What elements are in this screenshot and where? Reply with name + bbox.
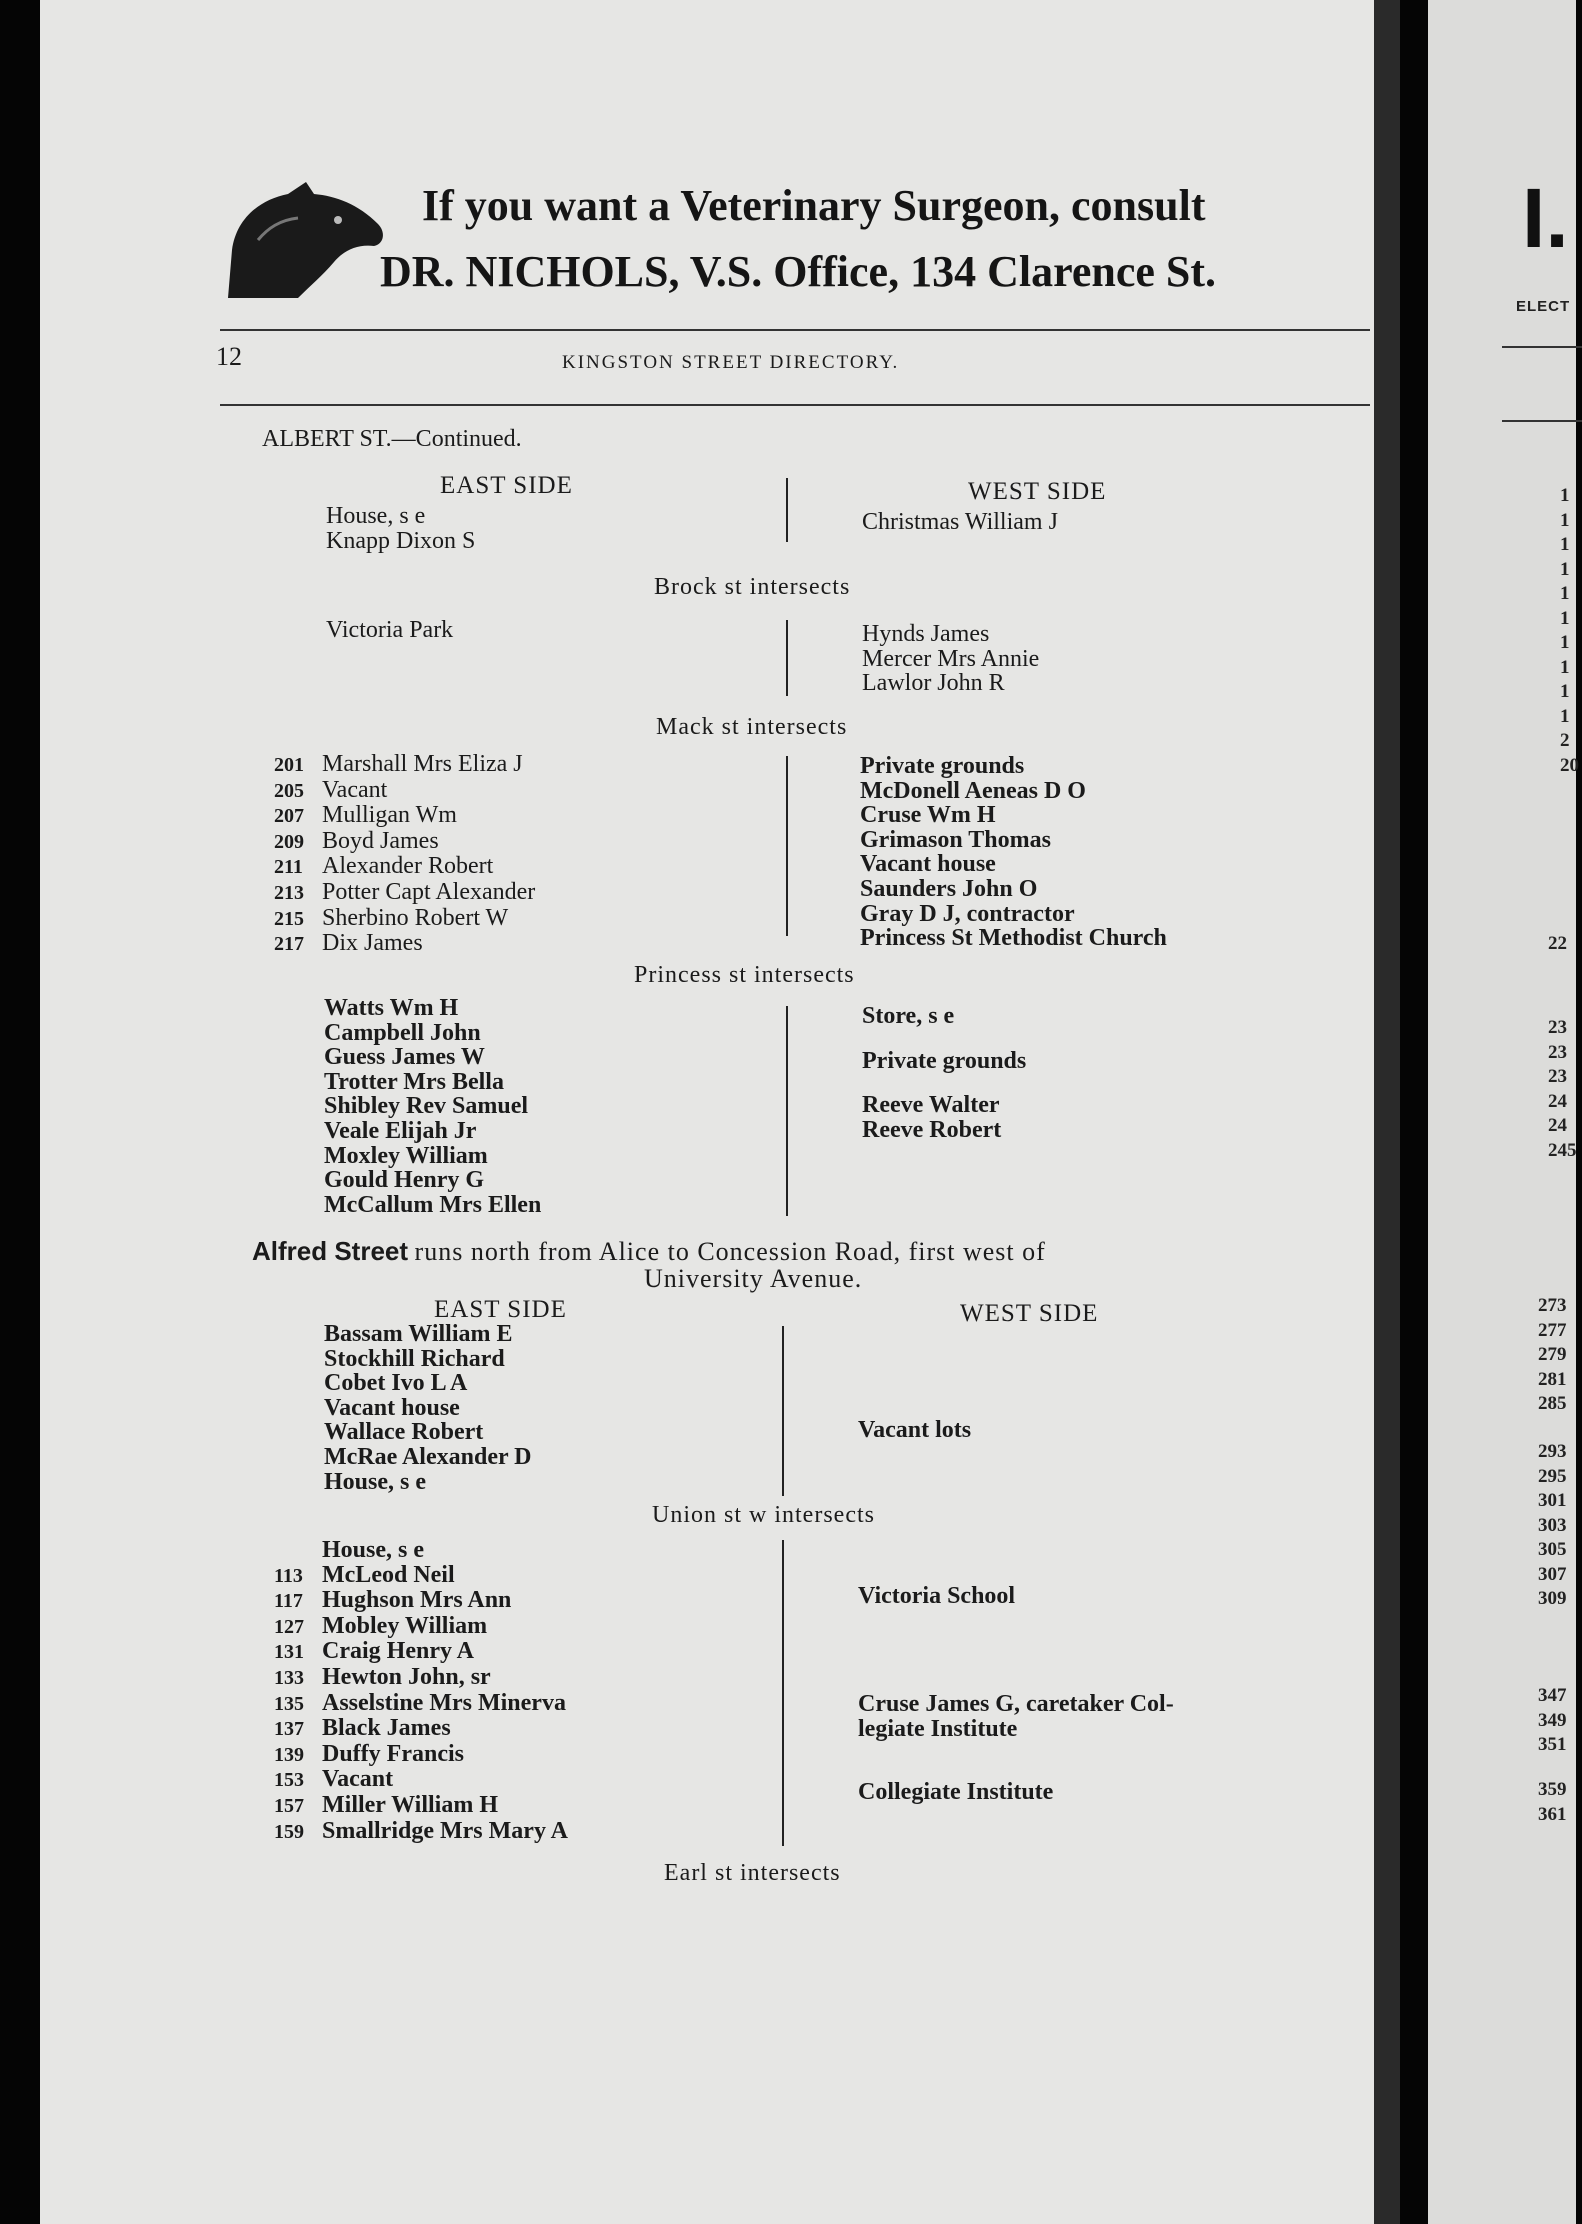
alfred-west-side-label: WEST SIDE bbox=[960, 1300, 1099, 1327]
list-item: Princess St Methodist Church bbox=[860, 925, 1167, 952]
list-item: House, s e bbox=[322, 1537, 424, 1563]
alfred-east-side-label: EAST SIDE bbox=[434, 1296, 567, 1323]
list-item: Vacant house bbox=[860, 851, 996, 878]
list-item: 157 Miller William H bbox=[274, 1791, 498, 1818]
list-item: 209 Boyd James bbox=[274, 827, 439, 854]
alfred-block2-east bbox=[274, 1538, 568, 1844]
number: 23 bbox=[1548, 1066, 1567, 1087]
number: 305 bbox=[1538, 1539, 1567, 1560]
list-item: 113 McLeod Neil bbox=[274, 1561, 455, 1588]
list-item: Lawlor John R bbox=[862, 670, 1005, 697]
albert-block4-west bbox=[862, 1004, 1026, 1142]
albert-title: ALBERT ST.—Continued. bbox=[262, 426, 522, 452]
brock-intersects: Brock st intersects bbox=[654, 574, 851, 600]
number: 245 bbox=[1548, 1139, 1577, 1161]
running-title: KINGSTON STREET DIRECTORY. bbox=[562, 352, 900, 373]
earl-intersects: Earl st intersects bbox=[664, 1860, 841, 1886]
alfred-description-1: runs north from Alice to Concession Road, first west of bbox=[414, 1237, 1046, 1266]
list-item: McCallum Mrs Ellen bbox=[324, 1191, 542, 1218]
number: 23 bbox=[1548, 1017, 1567, 1038]
albert-block1-west bbox=[862, 510, 1058, 535]
next-page-numbers-low2 bbox=[1538, 1440, 1567, 1612]
number: 1 bbox=[1560, 534, 1570, 555]
list-item: Private grounds bbox=[862, 1047, 1027, 1074]
next-page-rule-2 bbox=[1502, 420, 1582, 422]
number: 1 bbox=[1560, 509, 1570, 531]
mack-intersects: Mack st intersects bbox=[656, 714, 848, 740]
list-item: Victoria School bbox=[858, 1583, 1016, 1609]
ad-line-1: If you want a Veterinary Surgeon, consult bbox=[422, 181, 1206, 230]
list-item: Private grounds bbox=[860, 753, 1025, 779]
next-page-caps: ELECT bbox=[1516, 298, 1571, 315]
alfred-block2-west-cruse bbox=[858, 1692, 1174, 1741]
list-item: 211 Alexander Robert bbox=[274, 853, 494, 880]
list-item: Gould Henry G bbox=[324, 1167, 485, 1194]
list-item: Saunders John O bbox=[860, 875, 1038, 902]
list-item: Wallace Robert bbox=[324, 1419, 484, 1446]
number: 295 bbox=[1538, 1465, 1567, 1487]
next-page-big-letter: I. bbox=[1522, 171, 1569, 265]
list-item: Reeve Robert bbox=[862, 1116, 1002, 1143]
list-item: 131 Craig Henry A bbox=[274, 1638, 474, 1665]
number: 309 bbox=[1538, 1588, 1567, 1609]
albert-east-side-label: EAST SIDE bbox=[440, 472, 573, 499]
next-page-numbers-mid bbox=[1548, 1016, 1577, 1163]
number: 24 bbox=[1548, 1115, 1567, 1136]
list-item: 205 Vacant bbox=[274, 776, 388, 803]
alfred-street-name: Alfred Street bbox=[252, 1236, 409, 1266]
next-page-numbers-bottom bbox=[1538, 1684, 1567, 1758]
column-divider bbox=[786, 756, 788, 936]
number: 22 bbox=[1548, 933, 1567, 954]
number: 279 bbox=[1538, 1344, 1567, 1365]
number: 1 bbox=[1560, 607, 1570, 629]
list-item: 159 Smallridge Mrs Mary A bbox=[274, 1817, 568, 1844]
list-item: Veale Elijah Jr bbox=[324, 1117, 477, 1144]
number: 359 bbox=[1538, 1779, 1567, 1800]
list-item: Mercer Mrs Annie bbox=[862, 645, 1040, 672]
list-item: Collegiate Institute bbox=[858, 1779, 1054, 1805]
number: 1 bbox=[1560, 485, 1570, 506]
list-item: Victoria Park bbox=[326, 617, 454, 643]
ad-line-2: DR. NICHOLS, V.S. Office, 134 Clarence St. bbox=[380, 247, 1216, 296]
column-divider bbox=[782, 1326, 784, 1496]
number: 349 bbox=[1538, 1709, 1567, 1731]
number: 361 bbox=[1538, 1803, 1567, 1825]
number: 347 bbox=[1538, 1685, 1567, 1706]
list-item: 153 Vacant bbox=[274, 1766, 394, 1793]
union-intersects: Union st w intersects bbox=[652, 1502, 875, 1528]
list-item: Cruse Wm H bbox=[860, 802, 996, 829]
list-item: Shibley Rev Samuel bbox=[324, 1093, 529, 1120]
next-page-rule bbox=[1502, 346, 1582, 348]
number: 301 bbox=[1538, 1490, 1567, 1511]
number: 20 bbox=[1560, 754, 1579, 776]
albert-block3-west bbox=[860, 754, 1167, 951]
list-item: Guess James W bbox=[324, 1044, 485, 1071]
column-divider bbox=[786, 478, 788, 542]
column-divider bbox=[786, 1006, 788, 1216]
list-item: Grimason Thomas bbox=[860, 826, 1051, 853]
number: 281 bbox=[1538, 1368, 1567, 1390]
next-page-numbers-low bbox=[1538, 1294, 1567, 1417]
list-item: Store, s e bbox=[862, 1003, 955, 1029]
list-item: Hynds James bbox=[862, 621, 990, 647]
number: 1 bbox=[1560, 705, 1570, 727]
number: 1 bbox=[1560, 583, 1570, 604]
list-item: 215 Sherbino Robert W bbox=[274, 904, 509, 931]
albert-block3-east bbox=[274, 752, 535, 957]
top-rule bbox=[220, 329, 1370, 331]
list-item: Knapp Dixon S bbox=[326, 527, 476, 554]
albert-block1-east bbox=[326, 504, 475, 553]
albert-block2-west bbox=[862, 622, 1039, 696]
horse-head-icon bbox=[218, 180, 388, 298]
list-item: Vacant house bbox=[324, 1394, 460, 1421]
number: 1 bbox=[1560, 558, 1570, 580]
number: 285 bbox=[1538, 1393, 1567, 1414]
list-item: 217 Dix James bbox=[274, 930, 423, 957]
list-item: 135 Asselstine Mrs Minerva bbox=[274, 1689, 566, 1716]
alfred-block2-west bbox=[858, 1584, 1015, 1609]
list-item: Christmas William J bbox=[862, 509, 1058, 535]
list-item: Trotter Mrs Bella bbox=[324, 1068, 504, 1095]
column-divider bbox=[786, 620, 788, 696]
list-item: House, s e bbox=[326, 503, 426, 529]
header-rule bbox=[220, 404, 1370, 406]
number: 277 bbox=[1538, 1319, 1567, 1341]
number: 273 bbox=[1538, 1295, 1567, 1316]
list-item: Bassam William E bbox=[324, 1321, 513, 1347]
list-item: Cruse James G, caretaker Col- bbox=[858, 1691, 1174, 1717]
alfred-block1-west bbox=[858, 1418, 971, 1443]
list-item: Cobet Ivo L A bbox=[324, 1370, 468, 1397]
list-item: Watts Wm H bbox=[324, 995, 459, 1021]
alfred-intro bbox=[252, 1236, 1046, 1267]
list-item: 117 Hughson Mrs Ann bbox=[274, 1587, 512, 1614]
list-item: Campbell John bbox=[324, 1019, 481, 1046]
number: 293 bbox=[1538, 1441, 1567, 1462]
alfred-block2-west-institute bbox=[858, 1780, 1053, 1805]
number: 1 bbox=[1560, 632, 1570, 653]
list-item: McDonell Aeneas D O bbox=[860, 777, 1086, 804]
list-item: 137 Black James bbox=[274, 1715, 451, 1742]
list-item: legiate Institute bbox=[858, 1715, 1018, 1742]
page-number: 12 bbox=[216, 342, 242, 371]
list-item: House, s e bbox=[324, 1468, 426, 1495]
list-item: McRae Alexander D bbox=[324, 1443, 532, 1470]
list-item: Stockhill Richard bbox=[324, 1345, 505, 1372]
number: 24 bbox=[1548, 1090, 1567, 1112]
number: 1 bbox=[1560, 656, 1570, 678]
next-page-numbers-top bbox=[1560, 484, 1579, 778]
list-item: Reeve Walter bbox=[862, 1092, 1000, 1119]
list-item: Gray D J, contractor bbox=[860, 900, 1075, 927]
next-page-numbers-bottom2 bbox=[1538, 1778, 1567, 1827]
albert-block4-east bbox=[324, 996, 541, 1217]
number: 307 bbox=[1538, 1563, 1567, 1585]
albert-block2-east bbox=[326, 618, 453, 643]
list-item: Moxley William bbox=[324, 1142, 488, 1169]
alfred-block1-east bbox=[324, 1322, 532, 1494]
list-item: 201 Marshall Mrs Eliza J bbox=[274, 751, 523, 777]
list-item: 139 Duffy Francis bbox=[274, 1740, 464, 1767]
next-page-number-22 bbox=[1548, 932, 1567, 957]
number: 303 bbox=[1538, 1514, 1567, 1536]
list-item: Vacant lots bbox=[858, 1417, 972, 1443]
number: 351 bbox=[1538, 1734, 1567, 1755]
column-divider bbox=[782, 1540, 784, 1846]
directory-page bbox=[40, 0, 1400, 2224]
princess-intersects: Princess st intersects bbox=[634, 962, 855, 988]
list-item: 207 Mulligan Wm bbox=[274, 802, 457, 829]
alfred-description-2: University Avenue. bbox=[644, 1264, 863, 1293]
number: 1 bbox=[1560, 681, 1570, 702]
adjacent-page-strip bbox=[1428, 0, 1579, 2224]
list-item: 213 Potter Capt Alexander bbox=[274, 878, 536, 905]
list-item: 127 Mobley William bbox=[274, 1612, 488, 1639]
albert-west-side-label: WEST SIDE bbox=[968, 478, 1107, 505]
number: 23 bbox=[1548, 1041, 1567, 1063]
number: 2 bbox=[1560, 730, 1570, 751]
list-item: 133 Hewton John, sr bbox=[274, 1663, 491, 1690]
